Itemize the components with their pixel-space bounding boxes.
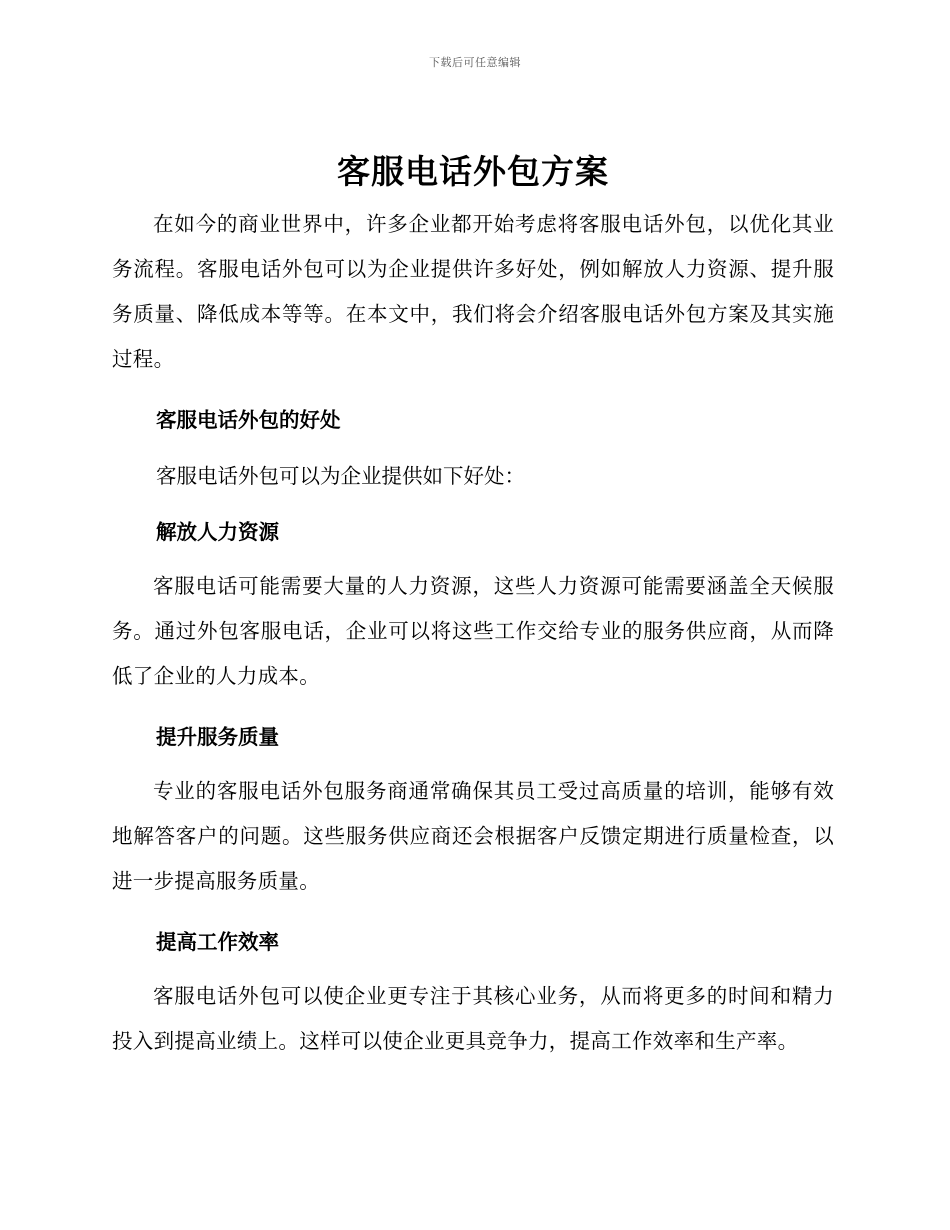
section-heading-benefits: 客服电话外包的好处 xyxy=(156,408,341,432)
section-heading-work-efficiency: 提高工作效率 xyxy=(156,930,279,954)
document-body xyxy=(112,148,834,1064)
document-title: 客服电话外包方案 xyxy=(337,152,609,191)
spacer xyxy=(112,699,834,709)
benefits-lead-text: 客服电话外包可以为企业提供如下好处： xyxy=(156,464,525,488)
section-body-work-efficiency: 客服电话外包可以使企业更专注于其核心业务，从而将更多的时间和精力投入到提高业绩上。这样可以使企业更具竞争力，提高工作效率和生产率。 xyxy=(112,984,834,1053)
section-body-service-quality: 专业的客服电话外包服务商通常确保其员工受过高质量的培训，能够有效地解答客户的问题。这些服务供应商还会根据客户反馈定期进行质量检查，以进一步提高服务质量。 xyxy=(112,779,834,893)
spacer xyxy=(112,904,834,914)
section-body-free-human-resources: 客服电话可能需要大量的人力资源，这些人力资源可能需要涵盖全天候服务。通过外包客服电话，企业可以将这些工作交给专业的服务供应商，从而降低了企业的人力成本。 xyxy=(112,574,834,688)
header-note: 下载后可任意编辑 xyxy=(429,56,521,69)
section-heading-service-quality: 提升服务质量 xyxy=(156,725,279,749)
intro-paragraph: 在如今的商业世界中，许多企业都开始考虑将客服电话外包，以优化其业务流程。客服电话外包可以为企业提供许多好处，例如解放人力资源、提升服务质量、降低成本等等。在本文中，我们将会介绍客服电话外包方案及其实施过程。 xyxy=(112,212,834,371)
spacer xyxy=(112,382,834,392)
section-heading-free-human-resources: 解放人力资源 xyxy=(156,520,279,544)
